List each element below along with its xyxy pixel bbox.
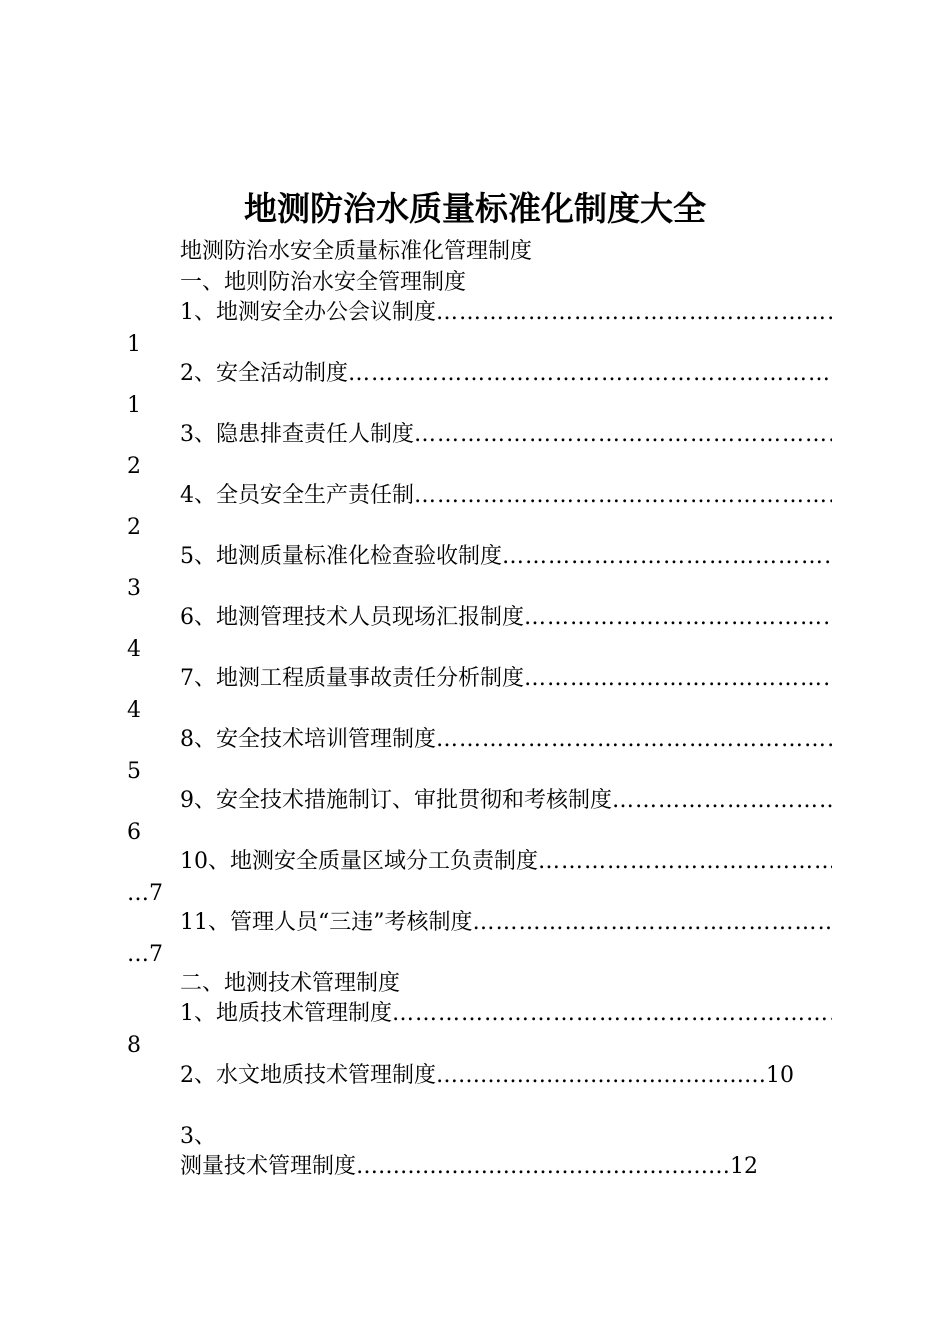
dot-leader: ……………………………………… (436, 1063, 766, 1088)
section-heading-2: 二、地测技术管理制度 (180, 971, 401, 996)
dot-leader: …………………………………………… (356, 1154, 731, 1179)
toc-item-label: 3、 (180, 1124, 216, 1149)
toc-item-page: 12 (730, 1154, 759, 1179)
toc-item-page: 4 (127, 637, 141, 662)
toc-item-label: 6、地测管理技术人员现场汇报制度 …………………………………………………………………………………………………………………………………………… (180, 603, 832, 633)
toc-item-page: …7 (127, 881, 163, 906)
toc-item-label: 11、管理人员“三违”考核制度 …………………………………………………………………………………………………………………………………………… (180, 908, 832, 938)
toc-item-label: 4、全员安全生产责任制 …………………………………………………………………………………………………………………………………………… (180, 481, 832, 511)
toc-item-label: 2、水文地质技术管理制度 (180, 1063, 436, 1088)
toc-item-page: 6 (127, 820, 141, 845)
toc-item-label: 7、地测工程质量事故责任分析制度 …………………………………………………………………………………………………………………………………………… (180, 664, 832, 694)
toc-item-page: 8 (127, 1033, 141, 1058)
toc-item-page: 1 (127, 393, 141, 418)
toc-item-page: 2 (127, 515, 141, 540)
subtitle: 地测防治水安全质量标准化管理制度 (180, 239, 533, 264)
toc-item-label: 10、地测安全质量区域分工负责制度 …………………………………………………………………………………………………………………………………………… (180, 847, 832, 877)
toc-item-label: 测量技术管理制度 (180, 1154, 357, 1179)
toc-item-page: 10 (766, 1063, 794, 1088)
toc-item-row (180, 1061, 794, 1091)
toc-item-page: …7 (127, 942, 163, 967)
toc-item-page: 2 (127, 454, 141, 479)
document-title: 地测防治水质量标准化制度大全 (244, 189, 706, 228)
toc-item-label: 9、安全技术措施制订、审批贯彻和考核制度 …………………………………………………………………………………………………………………………………………… (180, 786, 832, 816)
toc-item-label: 8、安全技术培训管理制度 …………………………………………………………………………………………………………………………………………… (180, 725, 832, 755)
section-heading-1: 一、地则防治水安全管理制度 (180, 270, 467, 295)
toc-item-label: 5、地测质量标准化检查验收制度 …………………………………………………………………………………………………………………………………………… (180, 542, 832, 572)
toc-item-page: 4 (127, 698, 141, 723)
toc-item-page: 5 (127, 759, 141, 784)
toc-item-label: 3、隐患排查责任人制度 …………………………………………………………………………………………………………………………………………… (180, 420, 832, 450)
toc-item-label: 1、地质技术管理制度 …………………………………………………………………………………………………………………………………………… (180, 999, 832, 1029)
toc-item-page: 3 (127, 576, 141, 601)
toc-item-page: 1 (127, 332, 141, 357)
toc-item-row (180, 1152, 758, 1182)
toc-item-label: 1、地测安全办公会议制度 …………………………………………………………………………………………………………………………………………… (180, 298, 832, 328)
toc-item-label: 2、安全活动制度 …………………………………………………………………………………………………………………………………………… (180, 359, 832, 389)
